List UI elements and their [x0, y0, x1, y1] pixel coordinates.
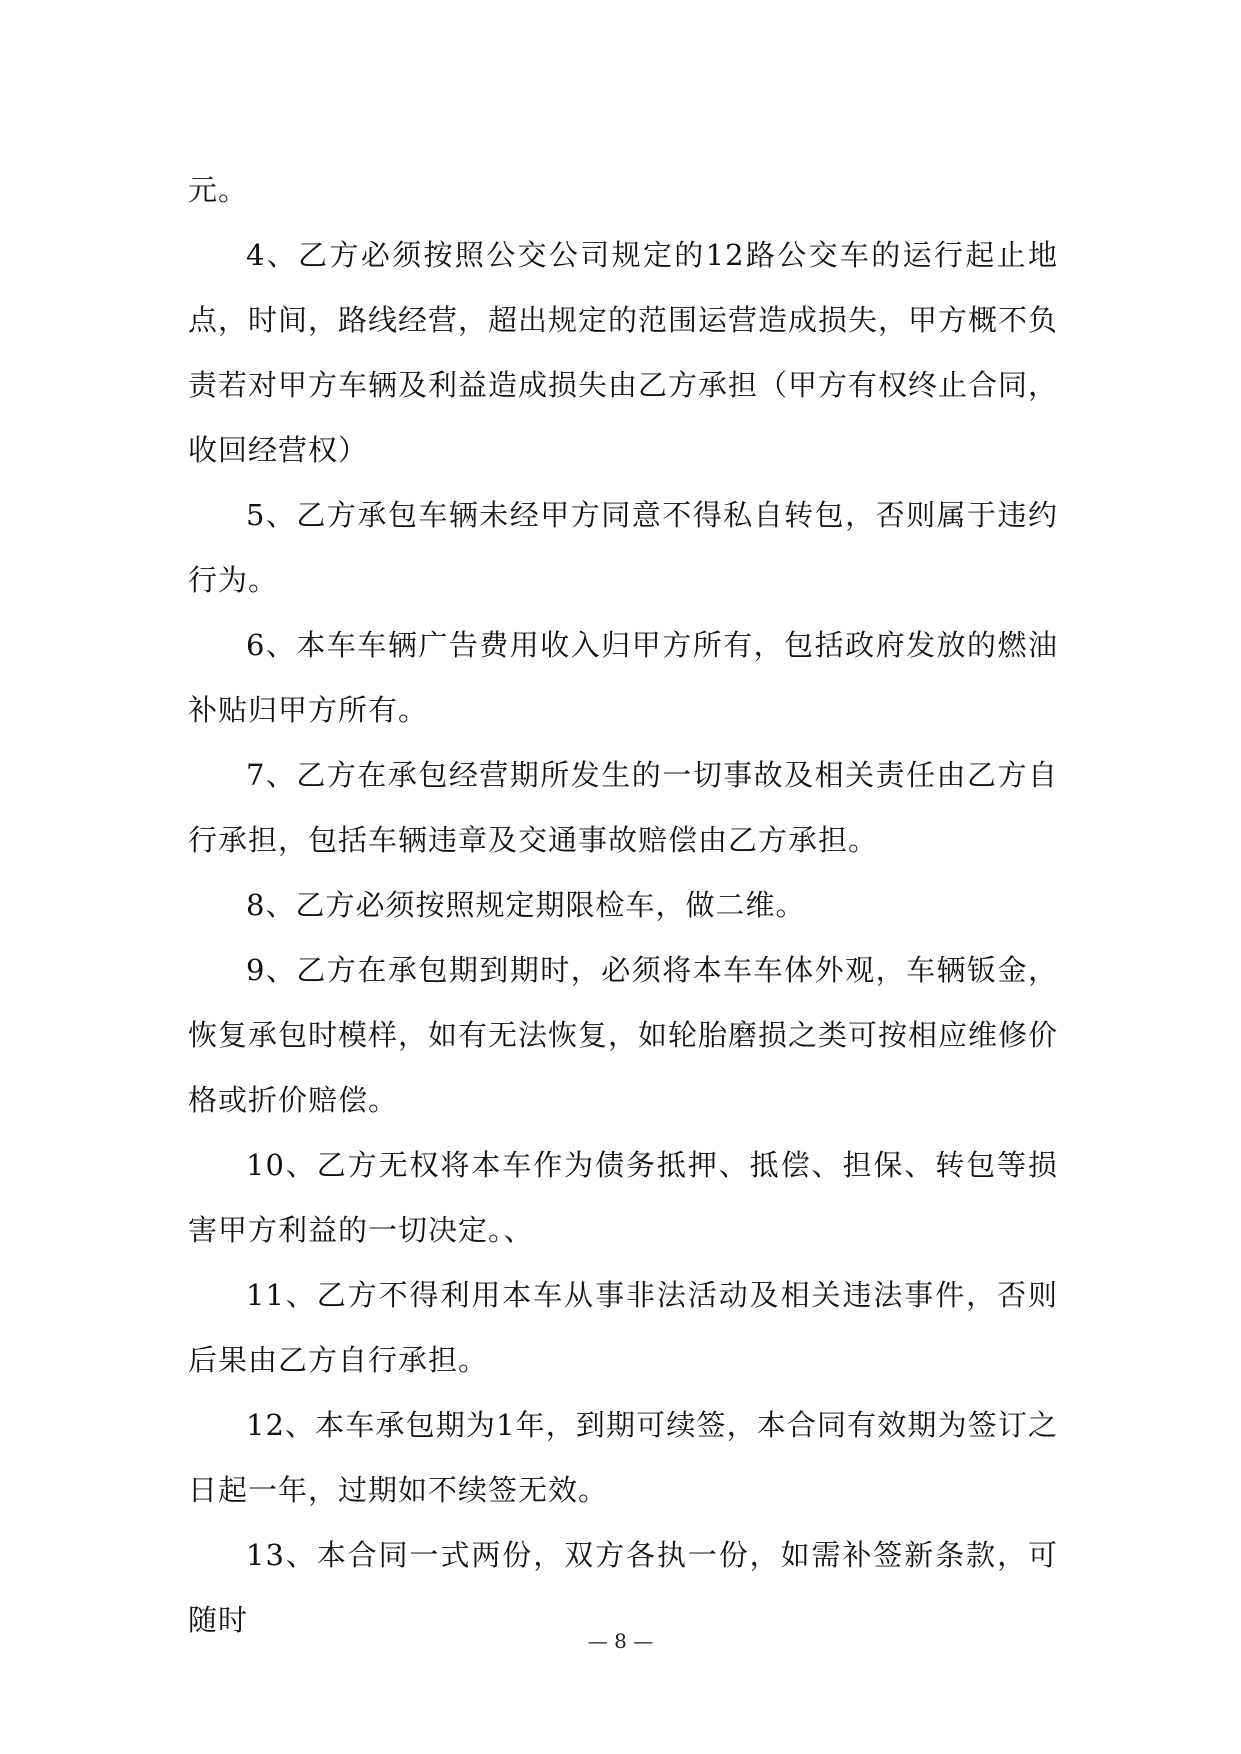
clause-7: 7、乙方在承包经营期所发生的一切事故及相关责任由乙方自行承担，包括车辆违章及交通事故赔偿由乙方承担。 — [188, 758, 1058, 857]
clause-6: 6、本车车辆广告费用收入归甲方所有，包括政府发放的燃油补贴归甲方所有。 — [188, 628, 1058, 727]
clause-11: 11、乙方不得利用本车从事非法活动及相关违法事件，否则后果由乙方自行承担。 — [188, 1278, 1058, 1377]
clause-13: 13、本合同一式两份，双方各执一份，如需补签新条款，可随时 — [188, 1538, 1058, 1637]
clause-8: 8、乙方必须按照规定期限检车，做二维。 — [246, 888, 806, 922]
clause-12: 12、本车承包期为1年，到期可续签，本合同有效期为签订之日起一年，过期如不续签无效。 — [188, 1408, 1058, 1507]
clause-4: 4、乙方必须按照公交公司规定的12路公交车的运行起止地点，时间，路线经营，超出规定的范围运营造成损失，甲方概不负责若对甲方车辆及利益造成损失由乙方承担（甲方有权终止合同，收回经营权） — [188, 238, 1059, 467]
paragraph-continuation: 元。 — [188, 173, 249, 207]
contract-body — [188, 158, 1058, 1653]
clause-9: 9、乙方在承包期到期时，必须将本车车体外观，车辆钣金，恢复承包时模样，如有无法恢复，如轮胎磨损之类可按相应维修价格或折价赔偿。 — [188, 953, 1059, 1117]
clause-5: 5、乙方承包车辆未经甲方同意不得私自转包，否则属于违约行为。 — [188, 498, 1058, 597]
page-number: — 8 — — [587, 1629, 654, 1653]
clause-10: 10、乙方无权将本车作为债务抵押、抵偿、担保、转包等损害甲方利益的一切决定。、 — [188, 1148, 1058, 1247]
